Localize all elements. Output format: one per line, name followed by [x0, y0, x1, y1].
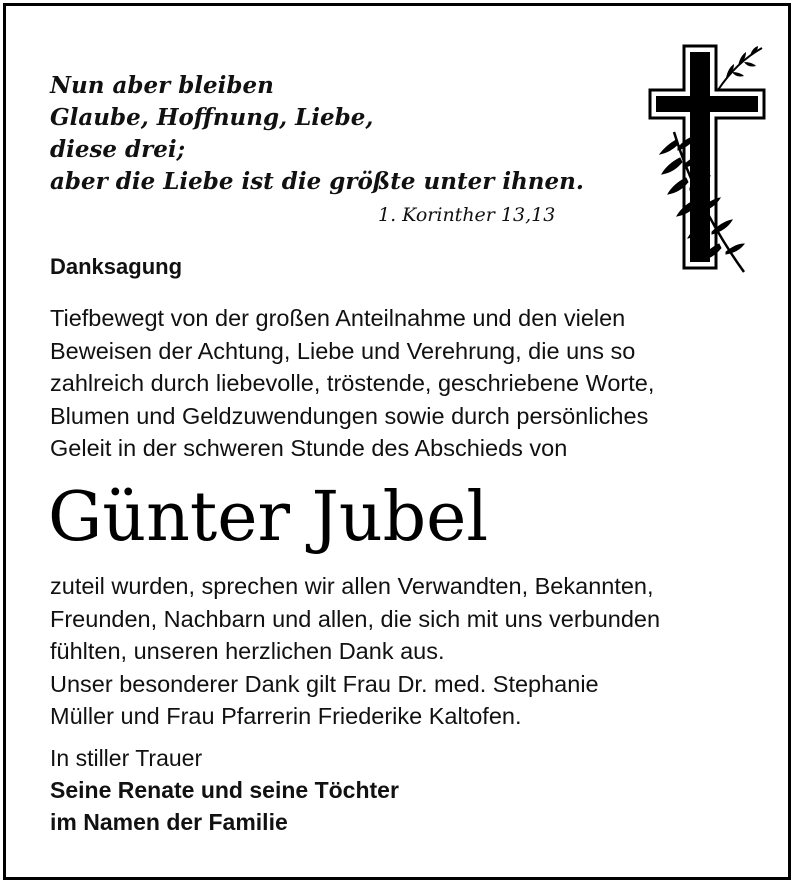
notice-frame — [3, 3, 791, 880]
text-line: Blumen und Geldzuwendungen sowie durch persönliches — [50, 402, 649, 429]
thanks-paragraph-2 — [50, 570, 660, 733]
signatories-family: im Namen der Familie — [50, 809, 288, 835]
thanks-paragraph-1 — [50, 302, 654, 465]
bible-verse — [50, 70, 584, 198]
text-line: Tiefbewegt von der großen Anteilnahme und den vielen — [50, 305, 626, 331]
cross-with-palm-branch-icon — [646, 42, 770, 274]
text-line: Beweisen der Achtung, Liebe und Verehrung, die uns so — [50, 337, 636, 364]
signatories: Seine Renate und seine Töchter — [50, 777, 399, 803]
closing-phrase: In stiller Trauer — [50, 745, 203, 771]
text-line: Müller und Frau Pfarrerin Friederike Kaltofen. — [50, 703, 522, 729]
verse-line: Glaube, Hoffnung, Liebe, — [50, 104, 374, 131]
text-line: Freunden, Nachbarn und allen, die sich mit uns verbunden — [50, 605, 661, 632]
text-line: Unser besonderer Dank gilt Frau Dr. med. Stephanie — [50, 670, 599, 697]
deceased-name: Günter Jubel — [48, 478, 489, 557]
closing-signature — [50, 742, 399, 838]
text-line: zahlreich durch liebevolle, tröstende, geschriebene Worte, — [50, 370, 655, 396]
heading-danksagung: Danksagung — [50, 254, 183, 279]
text-line: Geleit in der schweren Stunde des Abschieds von — [50, 435, 568, 461]
verse-line: Nun aber bleiben — [50, 72, 274, 99]
verse-reference: 1. Korinther 13,13 — [378, 204, 556, 226]
verse-line: diese drei; — [50, 136, 186, 163]
verse-line: aber die Liebe ist die größte unter ihnen. — [50, 168, 584, 195]
text-line: zuteil wurden, sprechen wir allen Verwandten, Bekannten, — [50, 573, 654, 599]
text-line: fühlten, unseren herzlichen Dank aus. — [50, 638, 445, 664]
